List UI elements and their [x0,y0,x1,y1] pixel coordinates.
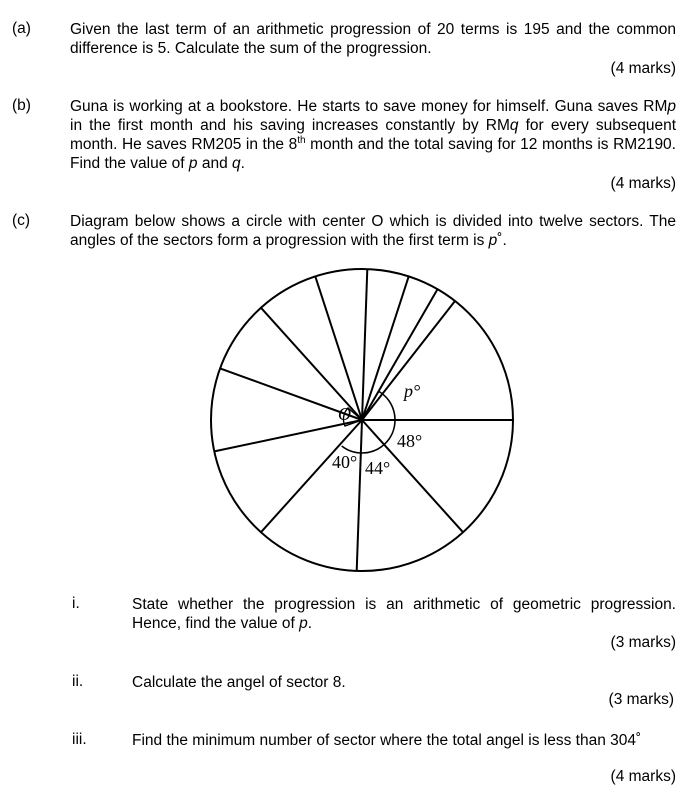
sector-boundary-line [261,420,362,532]
sector-boundary-line [357,420,362,571]
question-a-label: (a) [12,20,31,37]
circle-sector-diagram [190,258,530,588]
part-iii-text: Find the minimum number of sector where the total angel is less than 304˚ [132,732,642,749]
question-c-text: Diagram below shows a circle with center O which is divided into twelve sectors. The angles of the sectors form a progression with the first term is p˚. [70,213,676,249]
question-a-text: Given the last term of an arithmetic progression of 20 terms is 195 and the common difference is 5. Calculate the sum of the progression. [70,21,676,57]
sector-boundary-line [214,420,362,451]
angle-label-44: 44° [365,458,391,478]
part-iii-label: iii. [72,731,87,748]
angle-arc-48 [385,420,395,444]
part-ii-marks: (3 marks) [608,691,674,708]
sector-boundary-line [362,301,455,420]
angle-label-48: 48° [397,431,423,451]
angle-arc-44 [362,444,385,453]
question-b-text: Guna is working at a bookstore. He starts to save money for himself. Guna saves RMp in the first month and his saving increases constantly by RMq for every subsequent month. He saves RM205 in the 8th month and the total saving for 12 months is RM2190. Find the value of p and q. [70,98,676,172]
part-i-marks: (3 marks) [610,634,676,651]
sector-boundary-line [362,269,367,420]
question-a-marks: (4 marks) [610,60,676,77]
sector-boundary-line [315,276,362,420]
sector-boundary-line [362,276,409,420]
sector-boundary-line [362,289,438,420]
center-label: O [338,404,351,424]
question-b-label: (b) [12,97,31,114]
question-b-marks: (4 marks) [610,175,676,192]
question-c-label: (c) [12,212,31,229]
part-iii-marks: (4 marks) [610,768,676,785]
part-i-text: State whether the progression is an arithmetic of geometric progression. Hence, find the value of p. [132,596,676,632]
part-ii-text: Calculate the angel of sector 8. [132,674,346,691]
angle-label-40: 40° [332,452,358,472]
angle-label-p: p° [404,381,421,401]
part-ii-label: ii. [72,673,84,690]
part-i-label: i. [72,595,80,612]
